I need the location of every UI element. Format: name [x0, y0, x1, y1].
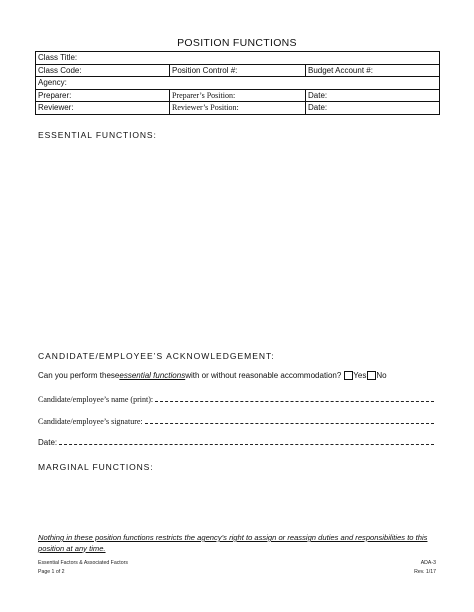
footer-line-1	[38, 560, 436, 566]
footer-form-title: Essential Factors & Associated Factors	[38, 560, 128, 566]
signature-label: Candidate/employee’s signature:	[38, 417, 143, 426]
disclaimer-text	[38, 533, 438, 554]
preparers-position-field[interactable]: Preparer’s Position:	[170, 89, 306, 102]
reviewer-field[interactable]: Reviewer:	[36, 102, 170, 115]
budget-account-field[interactable]: Budget Account #:	[306, 64, 440, 77]
page-title: POSITION FUNCTIONS	[177, 37, 297, 49]
position-control-field[interactable]: Position Control #:	[170, 64, 306, 77]
disclaimer-content: Nothing in these position functions restricts the agency’s right to assign or reassign duties and responsibilities to this position at any time.	[38, 533, 428, 553]
name-print-line[interactable]	[155, 401, 434, 402]
preparer-date-field[interactable]: Date:	[306, 89, 440, 102]
signature-row	[38, 414, 434, 426]
essential-functions-heading: ESSENTIAL FUNCTIONS:	[38, 130, 157, 140]
date-row	[38, 435, 434, 447]
yes-checkbox[interactable]	[344, 371, 353, 380]
question-text-pre: Can you perform these	[38, 371, 120, 380]
class-title-field[interactable]: Class Title:	[36, 52, 440, 65]
accommodation-question	[38, 371, 387, 380]
marginal-functions-heading: MARGINAL FUNCTIONS:	[38, 462, 154, 472]
agency-field[interactable]: Agency:	[36, 77, 440, 90]
footer-line-2	[38, 569, 436, 575]
acknowledgement-heading: CANDIDATE/EMPLOYEE’S ACKNOWLEDGEMENT:	[38, 351, 275, 361]
footer-revision: Rev. 1/17	[414, 569, 436, 575]
name-print-row	[38, 392, 434, 404]
no-checkbox[interactable]	[367, 371, 376, 380]
class-code-field[interactable]: Class Code:	[36, 64, 170, 77]
reviewer-date-field[interactable]: Date:	[306, 102, 440, 115]
question-text-emphasis: essential functions	[119, 371, 186, 380]
yes-label: Yes	[353, 371, 367, 380]
position-info-table	[35, 51, 440, 115]
no-label: No	[376, 371, 387, 380]
preparer-field[interactable]: Preparer:	[36, 89, 170, 102]
name-print-label: Candidate/employee’s name (print):	[38, 395, 154, 404]
signature-line[interactable]	[145, 423, 434, 424]
footer-page-number: Page 1 of 2	[38, 569, 65, 575]
date-label: Date:	[38, 438, 58, 447]
reviewers-position-field[interactable]: Reviewer’s Position:	[170, 102, 306, 115]
question-text-post: with or without reasonable accommodation?	[185, 371, 342, 380]
footer-form-code: ADA-3	[420, 560, 436, 566]
date-line[interactable]	[59, 444, 434, 445]
